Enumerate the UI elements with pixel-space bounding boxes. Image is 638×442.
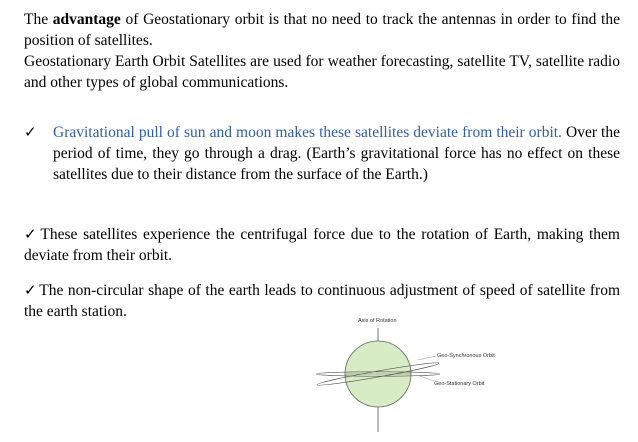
checkmark-icon: ✓ xyxy=(24,225,39,243)
checkmark-icon: ✓ xyxy=(24,123,37,141)
intro-paragraph xyxy=(24,9,620,93)
geo-stationary-label: Geo-Stationary Orbit xyxy=(434,381,485,387)
bullet-3-text: The non-circular shape of the earth leads to continuous adjustment of speed of satellite from the earth station. xyxy=(24,282,621,320)
orbit-diagram xyxy=(300,314,500,442)
intro-line-uses: Geostationary Earth Orbit Satellites are used for weather forecasting, satellite TV, satellite radio and other types of global communications. xyxy=(24,53,620,91)
bullet-gravitational-pull xyxy=(24,122,620,185)
intro-text-pre: The xyxy=(24,11,53,28)
checkmark-icon: ✓ xyxy=(24,281,38,299)
bullet-2-text: These satellites experience the centrifugal force due to the rotation of Earth, making them deviate from their orbit. xyxy=(24,226,620,264)
stat-label-leader xyxy=(420,376,434,381)
sync-label-leader xyxy=(418,356,436,360)
bullet-1-text: Over the period of time, they go through a drag. (Earth’s gravitational force has no effect on these satellites due to their distance from the surface of the Earth.) xyxy=(53,124,620,183)
bullet-centrifugal-force xyxy=(24,224,620,266)
geo-synchronous-label: Geo-Synchronous Orbit xyxy=(437,353,495,359)
intro-text-post: of Geostationary orbit is that no need to track the antennas in order to find the position of satellites. xyxy=(24,11,620,49)
axis-of-rotation-label: Axis of Rotation xyxy=(358,318,397,324)
advantage-bold-word: advantage xyxy=(52,11,121,28)
bullet-1-highlight: Gravitational pull of sun and moon makes these satellites deviate from their orbit. xyxy=(53,124,562,141)
intro-line-advantage xyxy=(24,9,620,51)
